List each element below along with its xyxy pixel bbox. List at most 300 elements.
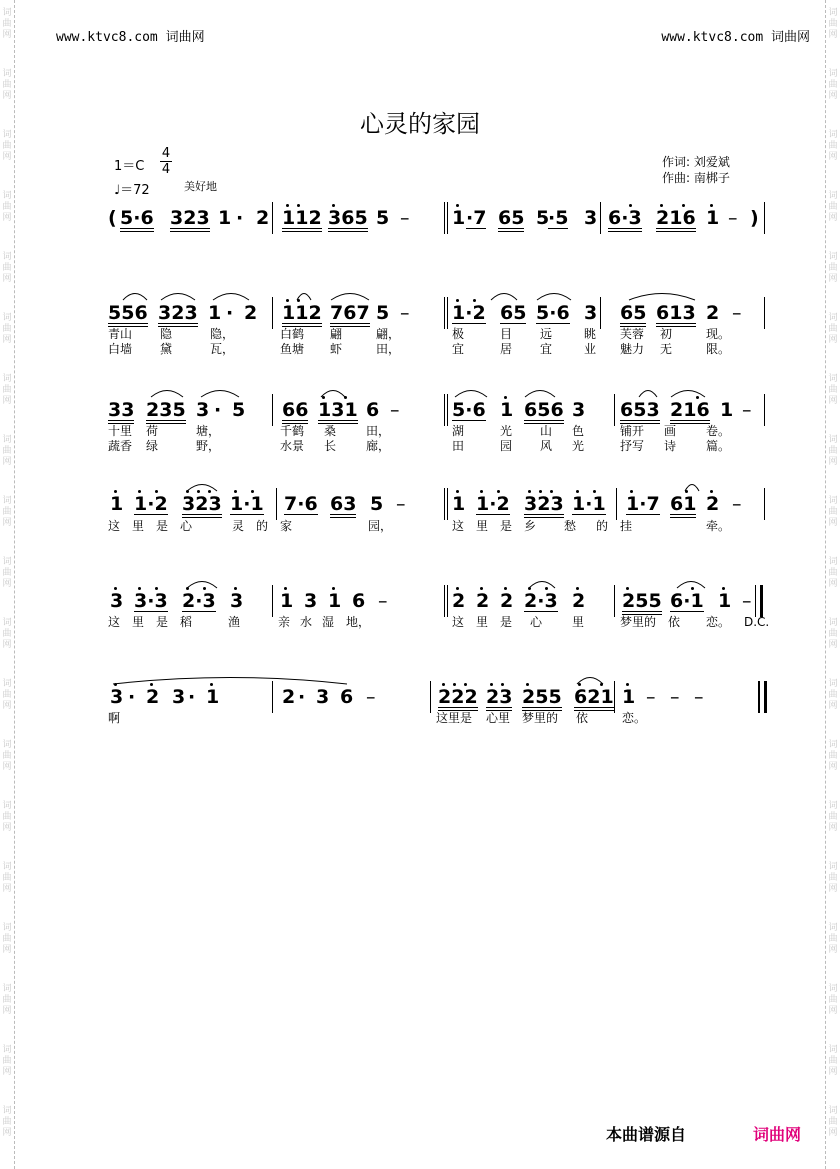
barline-double — [447, 394, 448, 426]
lyric-syllable: 塘， — [196, 424, 221, 438]
note-dash: – — [378, 590, 388, 612]
slur-mark — [676, 579, 706, 589]
note-group: 216 — [670, 400, 710, 424]
watermark-text: 词 曲 网 — [828, 740, 838, 772]
watermark-text: 词 曲 网 — [828, 862, 838, 894]
octave-dot — [626, 587, 629, 590]
note-dash: – — [396, 493, 406, 515]
note-group: 323 — [170, 208, 210, 232]
watermark-text: 词 曲 网 — [828, 130, 838, 162]
lyric-syllable: 风 — [540, 439, 553, 453]
time-signature-bottom: 4 — [161, 162, 171, 177]
watermark-text: 词 曲 网 — [828, 435, 838, 467]
lyric-syllable: 宜 — [452, 342, 465, 356]
note-group: 6·1 — [670, 590, 704, 612]
octave-dot — [286, 204, 289, 207]
lyric-syllable: 虾 — [330, 342, 343, 356]
note-group: 6 — [352, 590, 366, 612]
note-group: 66 — [282, 400, 308, 424]
slur-mark — [160, 291, 196, 301]
note-group: · — [236, 207, 244, 229]
note-group: 3 — [110, 590, 124, 612]
lyric-syllable: 宜 — [540, 342, 553, 356]
final-barline — [764, 681, 767, 713]
lyric-syllable: 初 — [660, 327, 673, 341]
note-group: 323 — [158, 303, 198, 327]
lyric-syllable: 芙蓉 — [620, 327, 645, 341]
octave-dot — [480, 490, 483, 493]
note-group: 1·2 — [134, 493, 168, 515]
note-group: 6·3 — [608, 208, 642, 232]
octave-dot — [504, 396, 507, 399]
lyric-syllable: 湿 — [322, 615, 335, 629]
lyric-syllable: 是 — [500, 519, 513, 533]
lyric-syllable: 铺开 — [620, 424, 645, 438]
lyric-syllable: 极 — [452, 327, 465, 341]
slur-mark — [628, 291, 696, 301]
lyric-syllable: 野， — [196, 439, 221, 453]
note-group: ·5 — [548, 207, 569, 229]
lyric-syllable: 园， — [368, 519, 393, 533]
quarter-note-icon: ♩ — [114, 183, 121, 198]
watermark-text: 词 曲 网 — [828, 496, 838, 528]
lyric-syllable: 稻 — [180, 615, 193, 629]
note-group: 3·3 — [134, 590, 168, 612]
barline-thin — [755, 585, 756, 617]
note-group: 65 — [498, 208, 524, 232]
watermark-text: 词 曲 网 — [828, 801, 838, 833]
lyric-syllable: 白墙 — [108, 342, 133, 356]
lyric-syllable: 湖 — [452, 424, 465, 438]
octave-dot — [114, 490, 117, 493]
slur-mark — [576, 675, 604, 685]
barline — [614, 394, 615, 426]
octave-dot — [722, 587, 725, 590]
watermark-text: 词 曲 网 — [828, 313, 838, 345]
slur-mark — [186, 482, 218, 492]
barline — [614, 585, 615, 617]
note-group: 1 — [452, 493, 466, 515]
octave-dot — [710, 490, 713, 493]
watermark-text: 词 曲 网 — [828, 374, 838, 406]
note-group: 216 — [656, 208, 696, 232]
note-group: · — [298, 686, 306, 708]
note-group: 2·3 — [524, 590, 558, 612]
note-dash: – — [732, 493, 742, 515]
lyric-syllable: 心 — [530, 615, 543, 629]
slur-mark — [490, 291, 518, 301]
slur-mark — [212, 291, 250, 301]
barline — [430, 681, 431, 713]
slur-mark — [330, 291, 370, 301]
footer-source-label: 本曲谱源自 — [606, 1125, 687, 1144]
note-group: 621 — [574, 687, 614, 711]
note-group: 3 — [316, 686, 330, 708]
note-group: · — [226, 302, 234, 324]
note-group: 1 — [110, 493, 124, 515]
note-group: 1 — [280, 590, 294, 612]
note-group: 65 — [620, 303, 646, 327]
watermark-text: 词 曲 网 — [2, 1106, 12, 1138]
note-dash: – — [670, 686, 680, 708]
note-group: 1 — [706, 207, 720, 229]
octave-dot — [504, 587, 507, 590]
note-group: · — [188, 686, 196, 708]
note-group: ·7 — [466, 207, 487, 229]
note-dash: – — [694, 686, 704, 708]
note-group: 3 — [110, 686, 124, 708]
lyric-syllable: 居 — [500, 342, 513, 356]
barline — [444, 488, 445, 520]
note-group: 1·7 — [626, 493, 660, 515]
octave-dot — [138, 490, 141, 493]
note-group: 65 — [500, 302, 527, 324]
lyric-syllable: 隐 — [160, 327, 173, 341]
note-group: 6 — [366, 399, 380, 421]
note-group: 1 — [218, 207, 232, 229]
note-group: · — [128, 686, 136, 708]
octave-dot — [456, 587, 459, 590]
note-group: 556 — [108, 303, 148, 327]
octave-dot — [442, 683, 445, 686]
note-group: 1 — [500, 399, 514, 421]
lyric-syllable: 卷。 — [706, 424, 731, 438]
note-group: 5 — [232, 399, 246, 421]
note-dash: – — [646, 686, 656, 708]
lyric-syllable: 青山 — [108, 327, 133, 341]
octave-dot — [490, 683, 493, 686]
lyric-syllable: 翩 — [330, 327, 343, 341]
note-group: 5·6 — [452, 399, 486, 421]
watermark-text: 词 曲 网 — [828, 923, 838, 955]
note-group: 23 — [486, 687, 512, 711]
slur-mark — [320, 388, 346, 398]
lyric-syllable: 隐， — [210, 327, 235, 341]
lyric-syllable: 千鹤 — [280, 424, 305, 438]
watermark-text: 词 曲 网 — [2, 618, 12, 650]
lyric-syllable: 画 — [664, 424, 677, 438]
lyric-syllable: 里 — [132, 519, 145, 533]
lyric-syllable: 里 — [572, 615, 585, 629]
note-group: 1 — [206, 686, 220, 708]
tempo-value: ＝72 — [120, 183, 150, 198]
lyric-syllable: 水景 — [280, 439, 305, 453]
watermark-text: 词 曲 网 — [2, 130, 12, 162]
slur-mark — [454, 388, 488, 398]
note-group: 1 — [208, 302, 222, 324]
note-group: 3 — [304, 590, 318, 612]
note-group: 323 — [182, 494, 222, 518]
octave-dot — [284, 587, 287, 590]
note-group: 33 — [108, 400, 134, 424]
barline — [272, 681, 273, 713]
lyric-syllable: 亲 — [278, 615, 291, 629]
note-group: 5·6 — [536, 302, 570, 324]
lyric-syllable: 园 — [500, 439, 513, 453]
lyric-syllable: 牵。 — [706, 519, 731, 533]
note-group: 222 — [438, 687, 478, 711]
barline — [600, 297, 601, 329]
lyric-syllable: 长 — [324, 439, 337, 453]
barline-double — [447, 585, 448, 617]
octave-dot — [286, 299, 289, 302]
slur-mark — [122, 291, 148, 301]
barline — [764, 394, 765, 426]
barline — [764, 202, 765, 234]
note-group: 323 — [524, 494, 564, 518]
slur-mark — [684, 482, 700, 492]
octave-dot — [528, 490, 531, 493]
barline — [276, 488, 277, 520]
lyric-syllable: 绿 — [146, 439, 159, 453]
lyric-syllable: 心 — [180, 519, 193, 533]
watermark-text: 词 曲 网 — [2, 923, 12, 955]
note-group: 7·6 — [284, 493, 318, 515]
note-group: 1·2 — [452, 302, 486, 324]
key-signature: 1＝C — [114, 159, 145, 174]
octave-dot — [660, 204, 663, 207]
note-group: 112 — [282, 303, 322, 327]
note-group: 653 — [620, 400, 660, 424]
octave-dot — [710, 204, 713, 207]
composer-credit: 作曲: 南梆子 — [662, 171, 730, 185]
watermark-text: 词 曲 网 — [2, 984, 12, 1016]
octave-dot — [138, 587, 141, 590]
note-dash: – — [390, 399, 400, 421]
barline — [616, 488, 617, 520]
octave-dot — [114, 587, 117, 590]
note-group: 767 — [330, 303, 370, 327]
watermark-text: 词 曲 网 — [2, 740, 12, 772]
barline — [444, 202, 445, 234]
lyric-syllable: 挂 — [620, 519, 633, 533]
lyric-syllable: 心里 — [486, 711, 511, 725]
barline — [614, 681, 615, 713]
watermark-text: 词 曲 网 — [828, 618, 838, 650]
note-dash: – — [728, 207, 738, 229]
watermark-text: 词 曲 网 — [828, 1106, 838, 1138]
note-group: 255 — [622, 591, 662, 615]
lyric-syllable: 瓦， — [210, 342, 235, 356]
left-watermark-strip — [0, 0, 15, 1169]
barline — [600, 202, 601, 234]
watermark-text: 词 曲 网 — [2, 1045, 12, 1077]
octave-dot — [576, 490, 579, 493]
watermark-text: 词 曲 网 — [2, 374, 12, 406]
watermark-text: 词 曲 网 — [828, 252, 838, 284]
lyric-syllable: 色 — [572, 424, 585, 438]
lyric-syllable: 啊 — [108, 711, 121, 725]
note-group: 112 — [282, 208, 322, 232]
note-group: 1 — [720, 399, 734, 421]
note-group: 5 — [376, 207, 390, 229]
barline — [272, 394, 273, 426]
watermark-text: 词 曲 网 — [828, 69, 838, 101]
lyric-syllable: 这 — [108, 519, 121, 533]
slur-mark — [150, 388, 184, 398]
lyric-syllable: 恋。 — [622, 711, 647, 725]
note-group: 5·6 — [120, 208, 154, 232]
note-group: 2 — [572, 590, 586, 612]
octave-dot — [332, 587, 335, 590]
note-dash: – — [366, 686, 376, 708]
lyric-syllable: 田， — [366, 424, 391, 438]
lyric-syllable: 乡 — [524, 519, 537, 533]
barline — [444, 297, 445, 329]
slur-mark — [536, 291, 572, 301]
lyric-syllable: 廊， — [366, 439, 391, 453]
note-group: · — [214, 399, 222, 421]
note-group: 2 — [146, 686, 160, 708]
note-group: 3 — [196, 399, 210, 421]
note-dash: – — [742, 399, 752, 421]
barline-thin — [759, 681, 760, 713]
slur-mark — [296, 291, 312, 301]
lyric-syllable: 目 — [500, 327, 513, 341]
lyric-syllable: 梦里的 — [620, 615, 657, 629]
lyric-syllable: 这 — [108, 615, 121, 629]
barline — [764, 297, 765, 329]
lyric-syllable: 业 — [584, 342, 597, 356]
slur-mark — [638, 388, 658, 398]
octave-dot — [526, 683, 529, 686]
lyric-syllable: 水 — [300, 615, 313, 629]
note-group: 3 — [172, 686, 186, 708]
note-dash: – — [400, 207, 410, 229]
watermark-text: 词 曲 网 — [2, 862, 12, 894]
octave-dot — [630, 490, 633, 493]
note-group: 1 — [622, 686, 636, 708]
note-group: 1·2 — [476, 493, 510, 515]
lyric-syllable: 恋。 — [706, 615, 731, 629]
lyric-syllable: 依 — [668, 615, 681, 629]
watermark-text: 词 曲 网 — [2, 252, 12, 284]
note-group: 613 — [656, 303, 696, 327]
note-group: 63 — [330, 494, 356, 518]
note-group: 2 — [256, 207, 270, 229]
note-group: 2 — [706, 302, 720, 324]
note-dash: – — [732, 302, 742, 324]
lyricist-credit: 作词: 刘爱斌 — [662, 155, 730, 169]
lyric-syllable: 现。 — [706, 327, 731, 341]
note-group: 1·1 — [230, 493, 264, 515]
lyric-syllable: 远 — [540, 327, 553, 341]
watermark-text: 词 曲 网 — [2, 496, 12, 528]
note-group: 255 — [522, 687, 562, 711]
octave-dot — [234, 490, 237, 493]
barline-double — [447, 202, 448, 234]
lyric-syllable: 荷 — [146, 424, 159, 438]
watermark-text: 词 曲 网 — [2, 801, 12, 833]
lyric-syllable: 的 — [256, 519, 269, 533]
note-group: 1 — [718, 590, 732, 612]
note-dash: – — [400, 302, 410, 324]
slur-mark — [670, 388, 706, 398]
octave-dot — [234, 587, 237, 590]
watermark-text: 词 曲 网 — [828, 191, 838, 223]
lyric-syllable: 里 — [132, 615, 145, 629]
note-group: 61 — [670, 494, 696, 518]
lyric-syllable: 这里是 — [436, 711, 473, 725]
watermark-text: 词 曲 网 — [2, 557, 12, 589]
barline — [764, 488, 765, 520]
final-barline — [760, 585, 763, 617]
lyric-syllable: 光 — [500, 424, 513, 438]
note-group: 5 — [370, 493, 384, 515]
lyric-syllable: 灵 — [232, 519, 245, 533]
slur-mark — [524, 388, 556, 398]
time-signature-top: 4 — [161, 146, 171, 161]
note-group: 2 — [244, 302, 258, 324]
note-group: 1 — [328, 590, 342, 612]
lyric-syllable: 里 — [476, 615, 489, 629]
lyric-syllable: 桑 — [324, 424, 337, 438]
site-header-right[interactable]: www.ktvc8.com 词曲网 — [661, 30, 810, 45]
watermark-text: 词 曲 网 — [828, 679, 838, 711]
lyric-syllable: 白鹤 — [280, 327, 305, 341]
lyric-syllable: 限。 — [706, 342, 731, 356]
note-group: 2 — [282, 686, 296, 708]
lyric-syllable: 地， — [346, 615, 371, 629]
lyric-syllable: 抒写 — [620, 439, 645, 453]
expression-mark: 美好地 — [184, 180, 217, 193]
note-group: 3 — [584, 302, 598, 324]
lyric-syllable: 山 — [540, 424, 553, 438]
lyric-syllable: 是 — [500, 615, 513, 629]
watermark-text: 词 曲 网 — [828, 1045, 838, 1077]
lyric-syllable: 诗 — [664, 439, 677, 453]
note-group: 1 — [452, 207, 466, 229]
barline — [444, 585, 445, 617]
octave-dot — [576, 587, 579, 590]
octave-dot — [480, 587, 483, 590]
lyric-syllable: 魅力 — [620, 342, 645, 356]
note-group: 1·1 — [572, 493, 606, 515]
note-group: 656 — [524, 400, 564, 424]
lyric-syllable: 是 — [156, 519, 169, 533]
note-group: 6 — [340, 686, 354, 708]
lyric-syllable: 这 — [452, 615, 465, 629]
lyric-syllable: 依 — [576, 711, 589, 725]
footer-brand-link[interactable]: 词曲网 — [753, 1125, 802, 1144]
note-group: 365 — [328, 208, 368, 232]
barline — [272, 297, 273, 329]
note-group: ) — [750, 207, 759, 229]
song-title: 心灵的家园 — [360, 110, 480, 138]
lyric-syllable: 愁 — [564, 519, 577, 533]
barline-double — [447, 488, 448, 520]
octave-dot — [456, 490, 459, 493]
slur-mark — [200, 388, 240, 398]
site-header-left[interactable]: www.ktvc8.com 词曲网 — [56, 30, 205, 45]
note-group: 235 — [146, 400, 186, 424]
slur-mark — [112, 675, 348, 685]
octave-dot — [456, 204, 459, 207]
lyric-syllable: 田 — [452, 439, 465, 453]
tempo-mark — [114, 179, 150, 198]
slur-mark — [186, 579, 218, 589]
watermark-text: 词 曲 网 — [2, 8, 12, 40]
watermark-text: 词 曲 网 — [828, 984, 838, 1016]
watermark-text: 词 曲 网 — [2, 679, 12, 711]
lyric-syllable: 眺 — [584, 327, 597, 341]
watermark-text: 词 曲 网 — [828, 557, 838, 589]
lyric-syllable: 篇。 — [706, 439, 731, 453]
note-group: ( — [108, 207, 117, 229]
lyric-syllable: 田， — [376, 342, 401, 356]
octave-dot — [332, 204, 335, 207]
note-group: 2 — [500, 590, 514, 612]
